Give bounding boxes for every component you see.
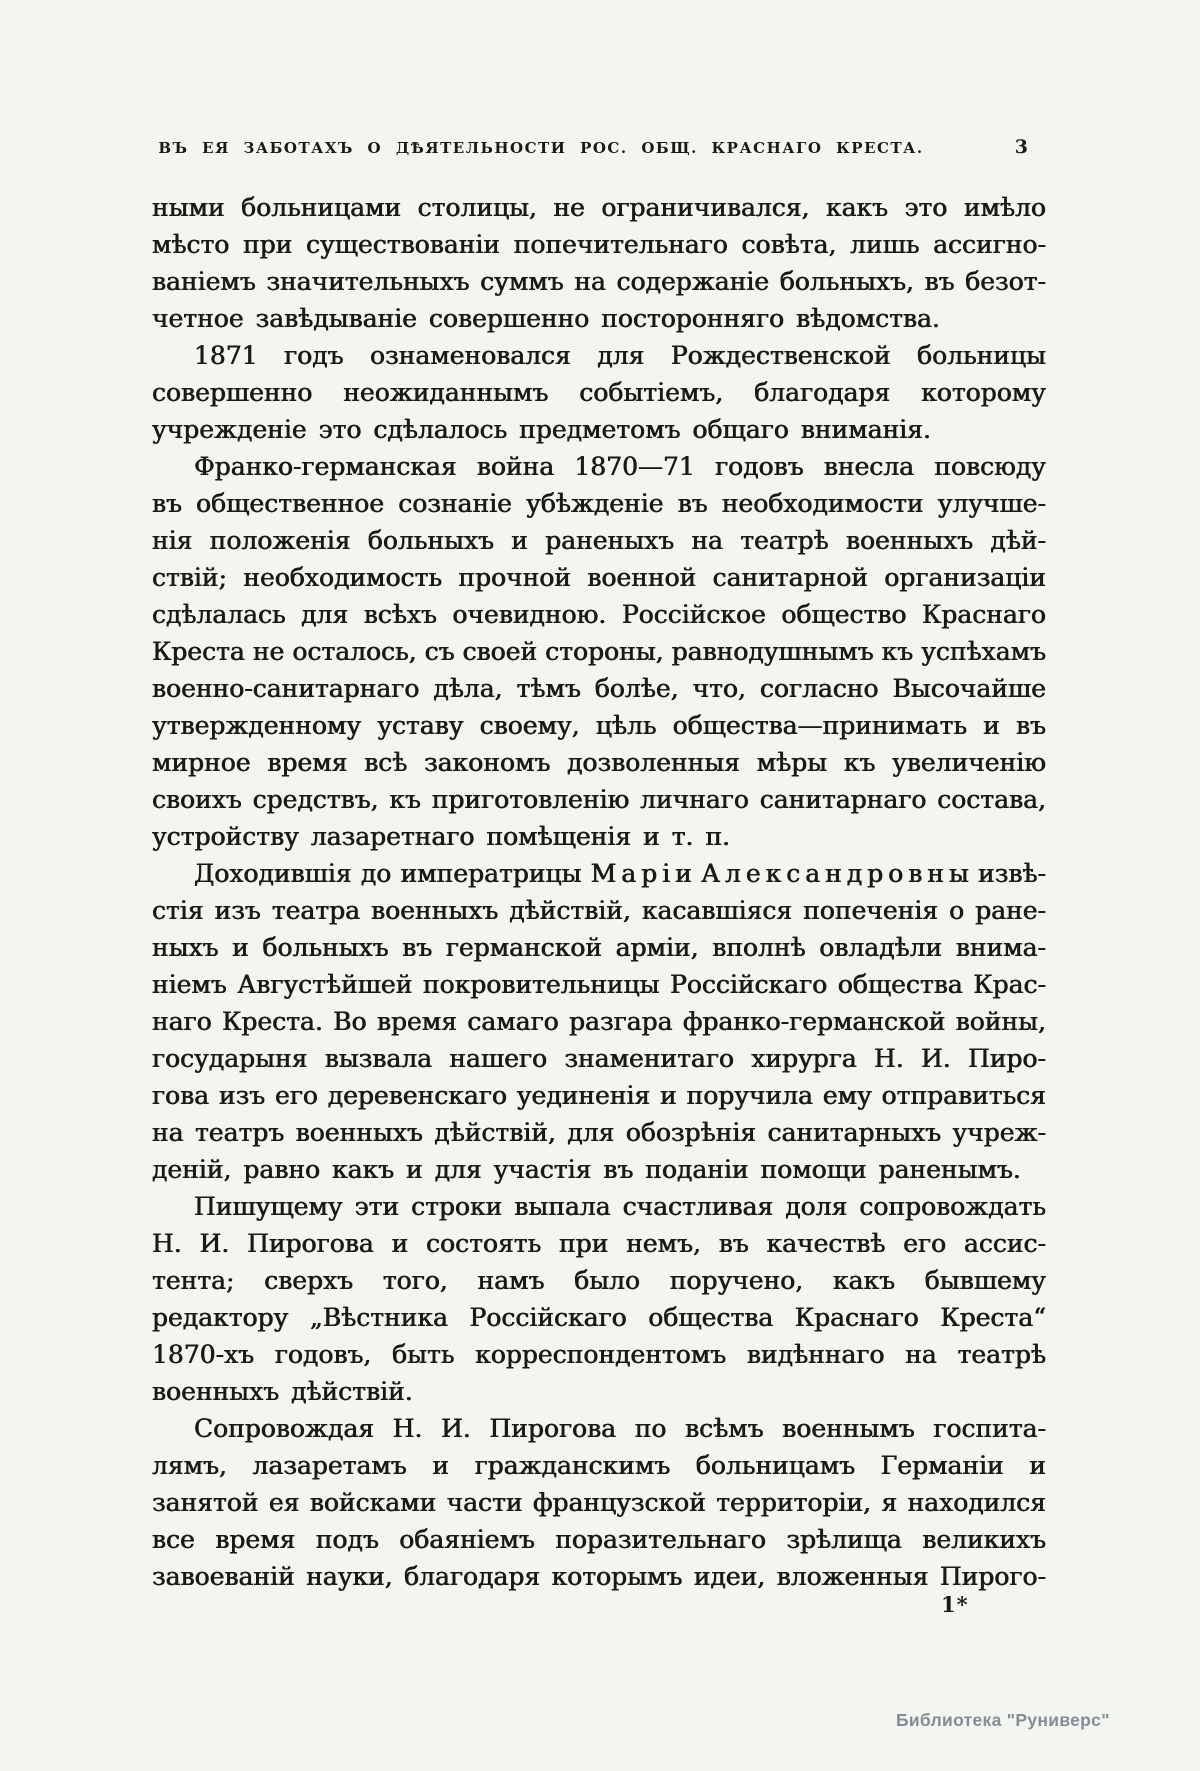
signature-mark: 1* [941,1592,969,1617]
text-line: устройству лазаретнаго помѣщенія и т. п. [152,822,731,851]
text-line: утвержденному уставу своему, цѣль общества—принимать и въ [152,711,1046,740]
text-line: сдѣлалась для всѣхъ очевидною. Россійское общество Краснаго [152,600,1046,629]
running-header [152,136,1046,158]
text-line: ными больницами столицы, не ограничивался, какъ это имѣло [152,193,1046,222]
text-line: Креста не осталось, съ своей стороны, равнодушнымъ къ успѣхамъ [152,637,1046,666]
text-line: мирное время всѣ закономъ дозволенныя мѣры къ увеличенію [152,748,1046,777]
text-line: Сопровождая Н. И. Пирогова по всѣмъ военнымъ госпита- [194,1414,1046,1443]
text-line: 1871 годъ ознаменовался для Рождественской больницы [194,341,1046,370]
text-line: въ общественное сознаніе убѣжденіе въ необходимости улучше- [152,489,1046,518]
text-line: военныхъ дѣйствій. [152,1377,413,1406]
text-line: четное завѣдываніе совершенно посторонняго вѣдомства. [152,304,940,333]
text-line: ваніемъ значительныхъ суммъ на содержаніе больныхъ, въ безот- [152,267,1046,296]
text-line: своихъ средствъ, къ приготовленію личнаго санитарнаго состава, [152,785,1046,814]
text-line: деній, равно какъ и для участія въ поданіи помощи раненымъ. [152,1155,1021,1184]
text-line: Н. И. Пирогова и состоять при немъ, въ качествѣ его ассис- [152,1229,1046,1258]
text-line: занятой ея войсками части французской территоріи, я находился [152,1488,1046,1517]
text-line: нія положенія больныхъ и раненыхъ на театрѣ военныхъ дѣй- [152,526,1046,555]
library-stamp: Библиотека "Руниверс" [896,1710,1110,1730]
text-line: все время подъ обаяніемъ поразительнаго зрѣлища великихъ [152,1525,1046,1554]
text-line: тента; сверхъ того, намъ было поручено, какъ бывшему [152,1266,1046,1295]
text-line: Пишущему эти строки выпала счастливая доля сопровождать [194,1192,1046,1221]
text-line: совершенно неожиданнымъ событіемъ, благодаря которому [152,378,1046,407]
text-line: наго Креста. Во время самаго разгара франко-германской войны, [152,1007,1046,1036]
text-line: завоеваній науки, благодаря которымъ идеи, вложенныя Пирого- [152,1562,1046,1591]
text-line: на театръ военныхъ дѣйствій, для обозрѣнія санитарныхъ учреж- [152,1118,1046,1147]
text-line: Доходившія до императрицы М а р і и А л е к с а н д р о в н ы извѣ- [194,859,1046,888]
text-line: гова изъ его деревенскаго уединенія и поручила ему отправиться [152,1081,1046,1110]
text-line: мѣсто при существованіи попечительнаго совѣта, лишь ассигно- [152,230,1046,259]
text-line: 1870-хъ годовъ, быть корреспондентомъ видѣннаго на театрѣ [152,1340,1046,1369]
text-line: государыня вызвала нашего знаменитаго хирурга Н. И. Пиро- [152,1044,1046,1073]
text-line: редактору „Вѣстника Россійскаго общества Краснаго Креста“ [152,1303,1046,1332]
text-line: военно-санитарнаго дѣла, тѣмъ болѣе, что, согласно Высочайше [152,674,1046,703]
text-block [152,189,1046,1595]
page-number: 3 [1014,136,1028,158]
running-header-title: ВЪ ЕЯ ЗАБОТАХЪ О ДѢЯТЕЛЬНОСТИ РОС. ОБЩ. КРАСНАГО КРЕСТА. [158,139,924,157]
text-line: лямъ, лазаретамъ и гражданскимъ больницамъ Германіи и [152,1451,1046,1480]
text-line: учрежденіе это сдѣлалось предметомъ общаго вниманія. [152,415,931,444]
text-line: стія изъ театра военныхъ дѣйствій, касавшіяся попеченія о ране- [152,896,1046,925]
text-line: ныхъ и больныхъ въ германской арміи, вполнѣ овладѣли внима- [152,933,1046,962]
text-line: ніемъ Августѣйшей покровительницы Россійскаго общества Крас- [152,970,1046,999]
text-line: ствій; необходимость прочной военной санитарной организаціи [152,563,1046,592]
text-line: Франко-германская война 1870—71 годовъ внесла повсюду [194,452,1046,481]
